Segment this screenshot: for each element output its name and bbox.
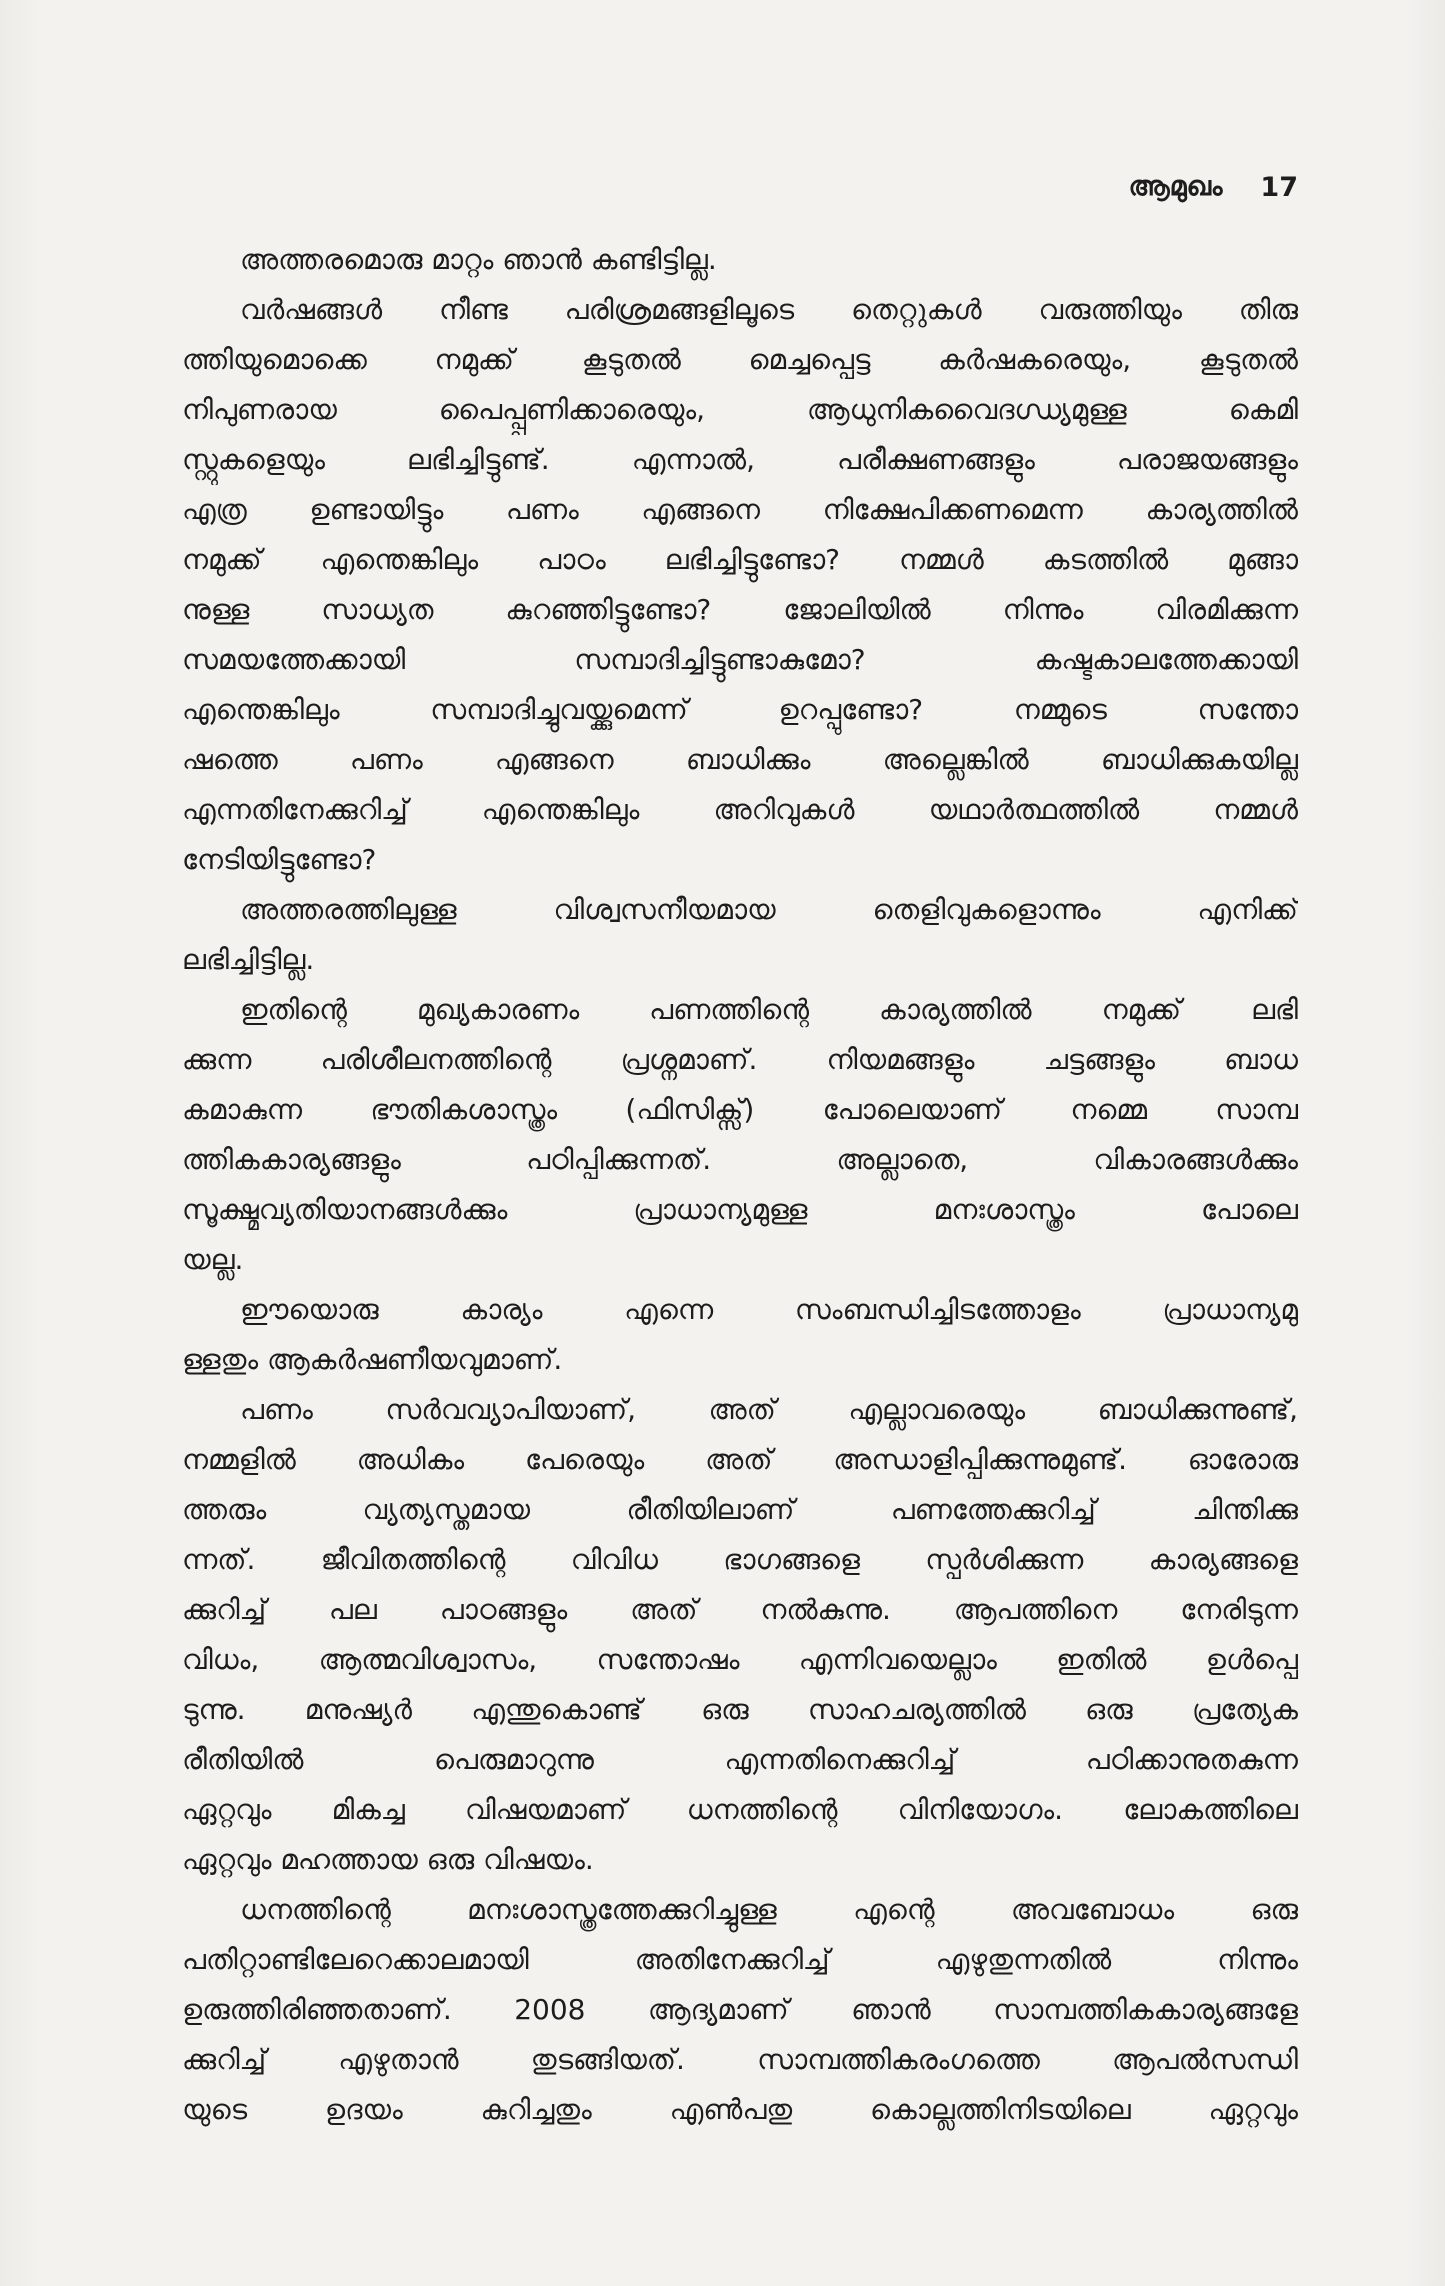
text-line: പതിറ്റാണ്ടിലേറെക്കാലമായി അതിനേക്കുറിച്ച് എഴുതുന്നതിൽ നിന്നും	[182, 1943, 1298, 1976]
text-line: ള്ളതും ആകർഷണീയവുമാണ്.	[182, 1343, 563, 1376]
paragraph	[182, 1285, 1298, 1385]
paragraph	[182, 1885, 1298, 2135]
text-line: എത്ര ഉണ്ടായിട്ടും പണം എങ്ങനെ നിക്ഷേപിക്കണമെന്ന കാര്യത്തിൽ	[182, 493, 1298, 526]
paragraph	[182, 885, 1298, 985]
running-header	[1128, 166, 1298, 208]
text-line: ധനത്തിന്റെ മനഃശാസ്ത്രത്തേക്കുറിച്ചുള്ള എന്റെ അവബോധം ഒരു	[240, 1893, 1298, 1926]
body-text	[182, 235, 1298, 2135]
text-line: വർഷങ്ങൾ നീണ്ട പരിശ്രമങ്ങളിലൂടെ തെറ്റുകൾ വരുത്തിയും തിരു	[240, 293, 1298, 326]
text-line: ത്തികകാര്യങ്ങളും പഠിപ്പിക്കുന്നത്. അല്ലാതെ, വികാരങ്ങൾക്കും	[182, 1143, 1298, 1176]
text-line: അത്തരത്തിലുള്ള വിശ്വസനീയമായ തെളിവുകളൊന്നും എനിക്ക്	[240, 893, 1298, 926]
text-line: ഏറ്റവും മികച്ച വിഷയമാണ് ധനത്തിന്റെ വിനിയോഗം. ലോകത്തിലെ	[182, 1793, 1298, 1826]
text-line: എന്നതിനേക്കുറിച്ച് എന്തെങ്കിലും അറിവുകൾ യഥാർത്ഥത്തിൽ നമ്മൾ	[182, 793, 1298, 826]
text-line: ത്തിയുമൊക്കെ നമുക്ക് കൂടുതൽ മെച്ചപ്പെട്ട കർഷകരെയും, കൂടുതൽ	[182, 343, 1298, 376]
text-line: നമുക്ക് എന്തെങ്കിലും പാഠം ലഭിച്ചിട്ടുണ്ടോ? നമ്മൾ കടത്തിൽ മുങ്ങാ	[182, 543, 1298, 576]
paragraph	[182, 285, 1298, 885]
text-line: ക്കുറിച്ച് പല പാഠങ്ങളും അത് നൽകുന്നു. ആപത്തിനെ നേരിടുന്ന	[182, 1593, 1298, 1626]
text-line: എന്തെങ്കിലും സമ്പാദിച്ചുവയ്ക്കുമെന്ന് ഉറപ്പുണ്ടോ? നമ്മുടെ സന്തോ	[182, 693, 1298, 726]
paragraph	[182, 1385, 1298, 1885]
running-head-title: ആമുഖം	[1128, 171, 1223, 202]
text-line: ക്കുറിച്ച് എഴുതാൻ തുടങ്ങിയത്. സാമ്പത്തികരംഗത്തെ ആപൽസന്ധി	[182, 2043, 1298, 2076]
text-line: ടുന്നു. മനുഷ്യർ എന്തുകൊണ്ട് ഒരു സാഹചര്യത്തിൽ ഒരു പ്രത്യേക	[182, 1693, 1298, 1726]
text-line: നിപുണരായ പൈപ്പ്പണിക്കാരെയും, ആധുനികവൈദഗ്ധ്യമുള്ള കെമി	[182, 393, 1298, 426]
text-line: നേടിയിട്ടുണ്ടോ?	[182, 843, 377, 876]
text-line: ത്തരും വ്യത്യസ്തമായ രീതിയിലാണ് പണത്തേക്കുറിച്ച് ചിന്തിക്കു	[182, 1493, 1298, 1526]
text-line: സമയത്തേക്കായി സമ്പാദിച്ചിട്ടുണ്ടാകുമോ? കഷ്ടകാലത്തേക്കായി	[182, 643, 1298, 676]
page-number: 17	[1260, 171, 1298, 203]
text-line: രീതിയിൽ പെരുമാറുന്നു എന്നതിനെക്കുറിച്ച് പഠിക്കാനുതകുന്ന	[182, 1743, 1298, 1776]
text-line: ഷത്തെ പണം എങ്ങനെ ബാധിക്കും അല്ലെങ്കിൽ ബാധിക്കുകയില്ല	[182, 743, 1298, 776]
text-line: ഏറ്റവും മഹത്തായ ഒരു വിഷയം.	[182, 1843, 594, 1876]
paragraph	[182, 235, 1298, 285]
paragraph	[182, 985, 1298, 1285]
text-line: ഉരുത്തിരിഞ്ഞതാണ്. 2008 ആദ്യമാണ് ഞാൻ സാമ്പത്തികകാര്യങ്ങളേ	[182, 1993, 1298, 2026]
text-line: യല്ല.	[182, 1243, 244, 1276]
text-line: യുടെ ഉദയം കുറിച്ചതും എൺപതു കൊല്ലത്തിനിടയിലെ ഏറ്റവും	[182, 2093, 1298, 2126]
text-line: നമ്മളിൽ അധികം പേരെയും അത് അന്ധാളിപ്പിക്കുന്നുമുണ്ട്. ഓരോരു	[182, 1443, 1298, 1476]
text-line: നുള്ള സാധ്യത കുറഞ്ഞിട്ടുണ്ടോ? ജോലിയിൽ നിന്നും വിരമിക്കുന്ന	[182, 593, 1298, 626]
text-line: ലഭിച്ചിട്ടില്ല.	[182, 943, 315, 976]
text-line: സൂക്ഷ്മവ്യതിയാനങ്ങൾക്കും പ്രാധാന്യമുള്ള മനഃശാസ്ത്രം പോലെ	[182, 1193, 1298, 1226]
text-line: ഇതിന്റെ മുഖ്യകാരണം പണത്തിന്റെ കാര്യത്തിൽ നമുക്ക് ലഭി	[240, 993, 1298, 1026]
text-line: വിധം, ആത്മവിശ്വാസം, സന്തോഷം എന്നിവയെല്ലാം ഇതിൽ ഉൾപ്പെ	[182, 1643, 1298, 1676]
text-line: ഈയൊരു കാര്യം എന്നെ സംബന്ധിച്ചിടത്തോളം പ്രാധാന്യമു	[240, 1293, 1298, 1326]
text-line: പണം സർവവ്യാപിയാണ്, അത് എല്ലാവരെയും ബാധിക്കുന്നുണ്ട്,	[240, 1393, 1298, 1426]
text-line: കമാകുന്ന ഭൗതികശാസ്ത്രം (ഫിസിക്സ്) പോലെയാണ് നമ്മെ സാമ്പ	[182, 1093, 1298, 1126]
text-line: ന്നത്. ജീവിതത്തിന്റെ വിവിധ ഭാഗങ്ങളെ സ്പർശിക്കുന്ന കാര്യങ്ങളെ	[182, 1543, 1298, 1576]
text-line: ക്കുന്ന പരിശീലനത്തിന്റെ പ്രശ്നമാണ്. നിയമങ്ങളും ചട്ടങ്ങളും ബാധ	[182, 1043, 1298, 1076]
text-line: സ്റ്റുകളെയും ലഭിച്ചിട്ടുണ്ട്. എന്നാൽ, പരീക്ഷണങ്ങളും പരാജയങ്ങളും	[182, 443, 1298, 476]
text-line: അത്തരമൊരു മാറ്റം ഞാൻ കണ്ടിട്ടില്ല.	[240, 243, 717, 276]
